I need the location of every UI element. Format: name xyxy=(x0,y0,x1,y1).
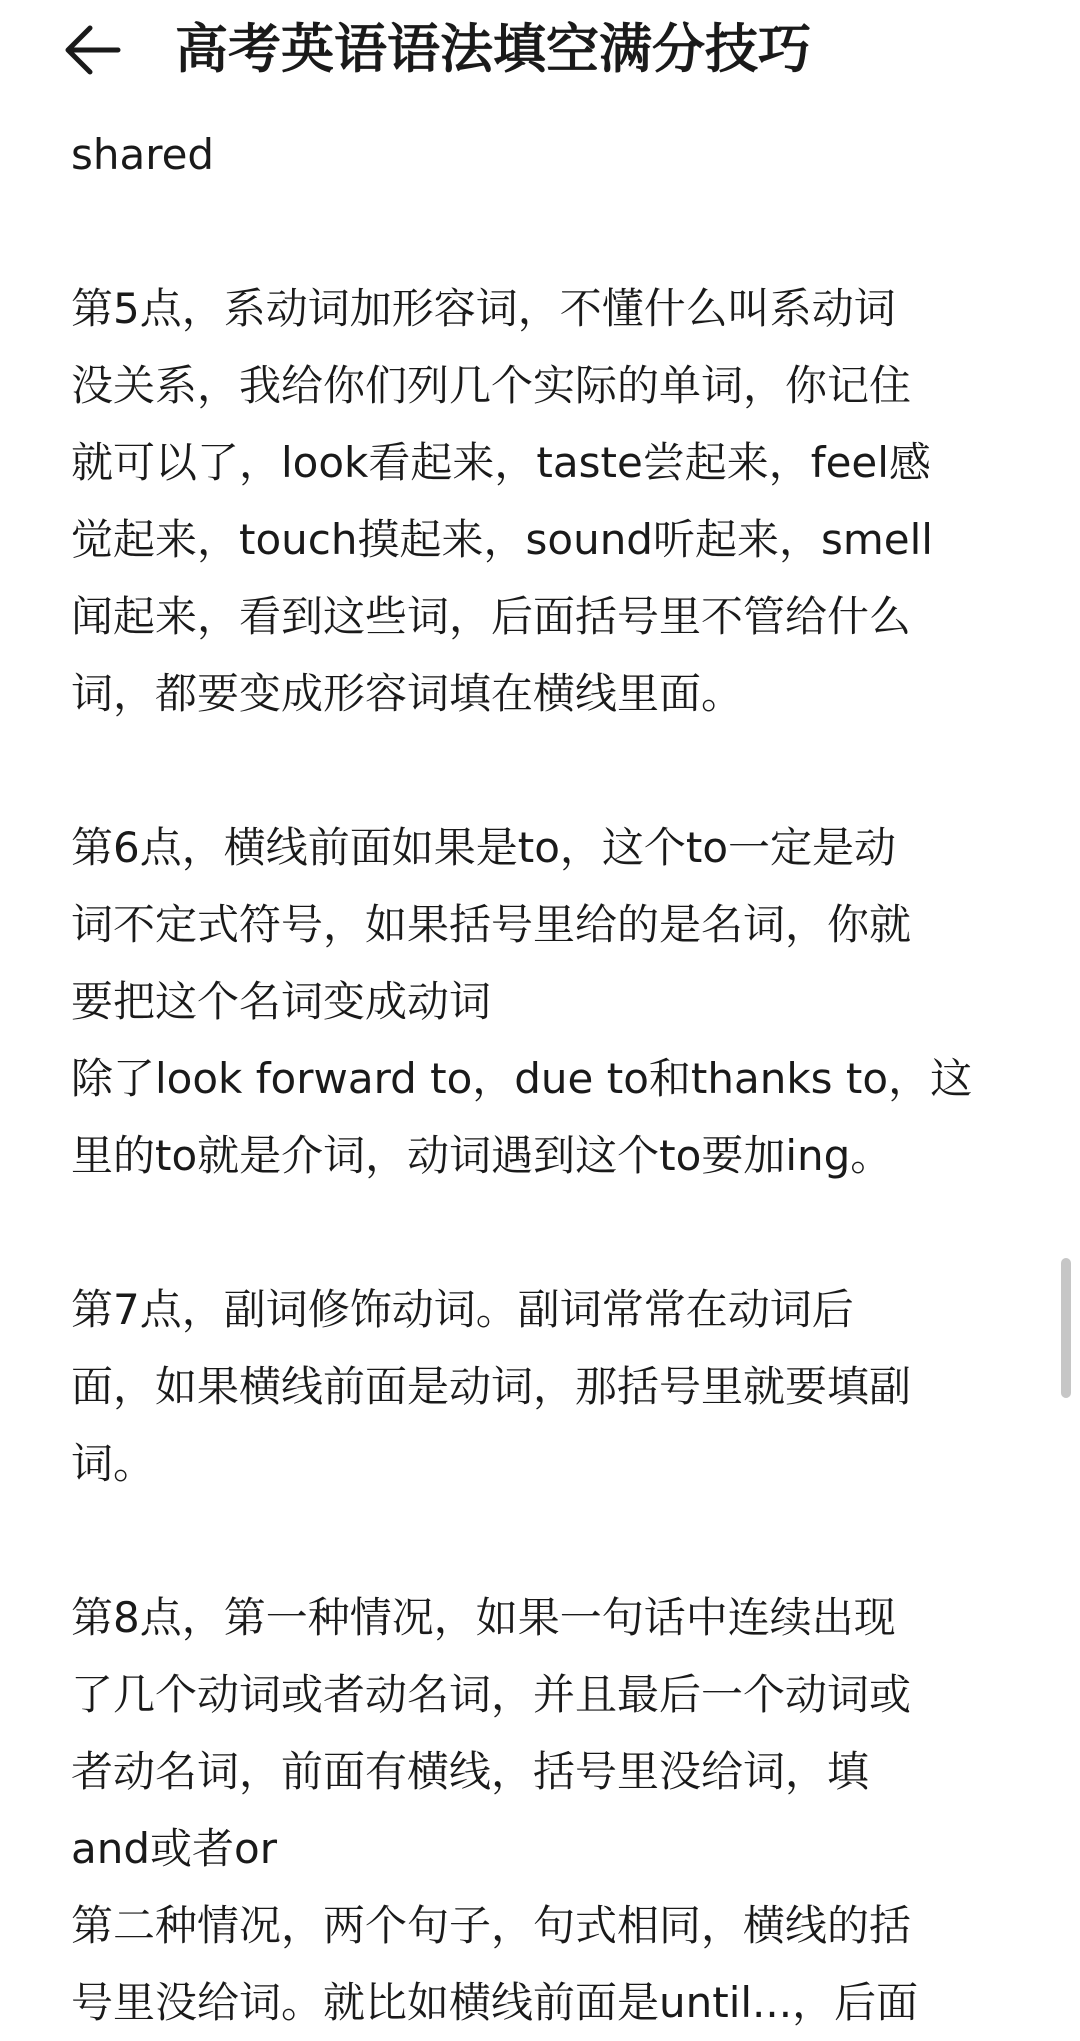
arrow-left-icon xyxy=(62,24,122,76)
text-line: 里的to就是介词，动词遇到这个to要加ing。 xyxy=(71,1131,893,1180)
text-line: 第7点，副词修饰动词。副词常常在动词后 xyxy=(71,1285,854,1334)
text-line: 没关系，我给你们列几个实际的单词，你记住 xyxy=(71,361,912,410)
text-line: 觉起来，touch摸起来，sound听起来，smell xyxy=(71,515,933,564)
text-line: 第6点，横线前面如果是to，这个to一定是动 xyxy=(71,823,897,872)
app-header xyxy=(0,0,1080,110)
text-line: 号里没给词。就比如横线前面是until...，后面 xyxy=(71,1978,919,2027)
text-line: and或者or xyxy=(71,1824,277,1873)
text-line: 第5点，系动词加形容词，不懂什么叫系动词 xyxy=(71,284,896,333)
text-line: 词，都要变成形容词填在横线里面。 xyxy=(71,669,744,718)
text-line: 第8点，第一种情况，如果一句话中连续出现 xyxy=(71,1593,896,1642)
scrollbar-thumb[interactable] xyxy=(1061,1258,1071,1398)
text-line: 了几个动词或者动名词，并且最后一个动词或 xyxy=(71,1670,912,1719)
text-line: 词不定式符号，如果括号里给的是名词，你就 xyxy=(71,900,912,949)
page-title: 高考英语语法填空满分技巧 xyxy=(175,19,811,80)
paragraph-gap xyxy=(71,193,1011,270)
text-line: 要把这个名词变成动词 xyxy=(71,977,492,1026)
text-line: shared xyxy=(71,130,215,179)
paragraph-gap xyxy=(71,1502,1011,1579)
text-line: 第二种情况，两个句子，句式相同，横线的括 xyxy=(71,1901,912,1950)
article-body xyxy=(71,116,1011,2041)
paragraph-gap xyxy=(71,732,1011,809)
text-line: 词。 xyxy=(71,1439,156,1488)
text-line: 面，如果横线前面是动词，那括号里就要填副 xyxy=(71,1362,912,1411)
text-line: 者动名词，前面有横线，括号里没给词，填 xyxy=(71,1747,870,1796)
paragraph-gap xyxy=(71,1194,1011,1271)
text-line: 就可以了，look看起来，taste尝起来，feel感 xyxy=(71,438,931,487)
text-line: 闻起来，看到这些词，后面括号里不管给什么 xyxy=(71,592,912,641)
back-button[interactable] xyxy=(62,12,146,88)
text-line: 除了look forward to，due to和thanks to，这 xyxy=(71,1054,973,1103)
